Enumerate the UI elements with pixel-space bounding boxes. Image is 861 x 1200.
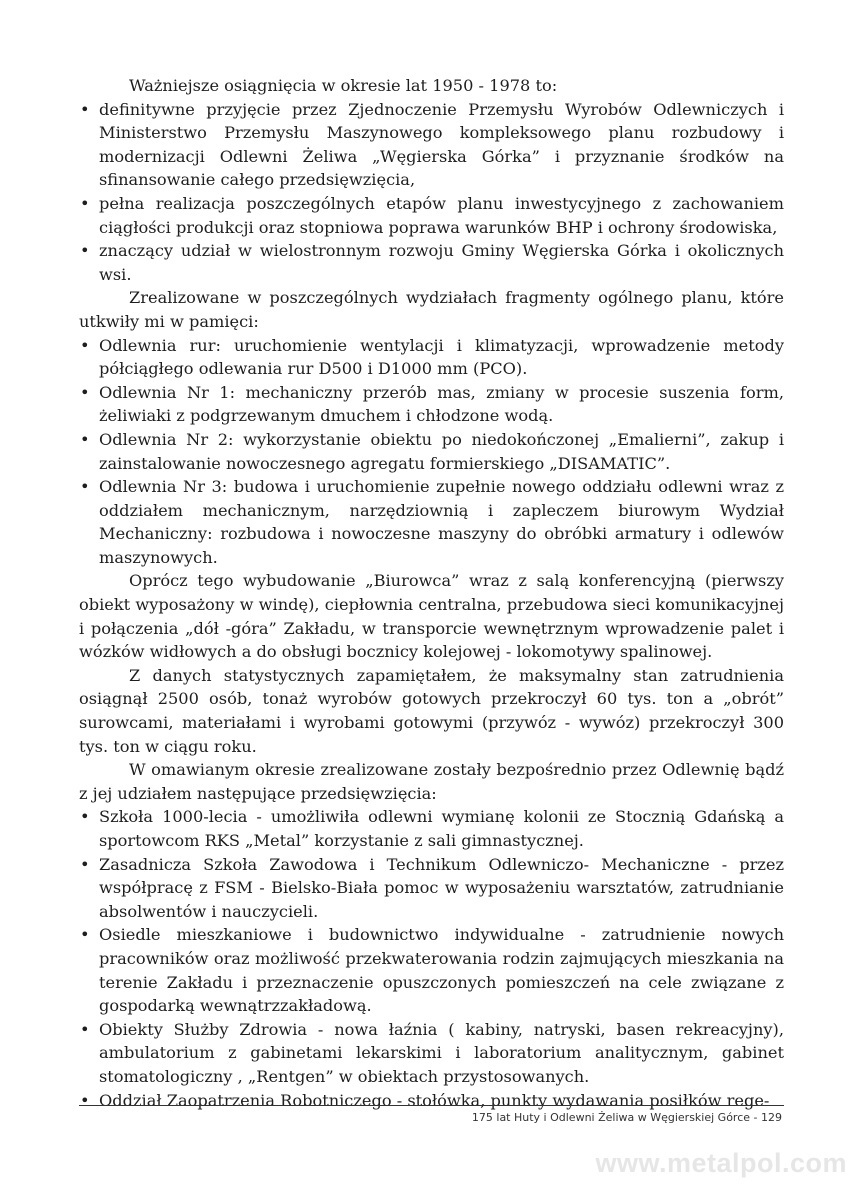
list-item: • Osiedle mieszkaniowe i budownictwo indywidualne - zatrudnienie nowych pracowników oraz możliwość przekwaterowania rodzin zajmujących mieszkania na terenie Zakładu i przeznaczenie opuszczonych pomieszczeń na cele związane z gospodarką wewnątrzzakładową. <box>79 923 784 1017</box>
list-item: • Odlewnia Nr 3: budowa i uruchomienie zupełnie nowego oddziału odlewni wraz z oddziałem mechanicznym, narzędziownią i zapleczem biurowym Wydział Mechaniczny: rozbudowa i nowoczesne maszyny do obróbki armatury i odlewów maszynowych. <box>79 475 784 569</box>
footer-divider <box>79 1105 784 1106</box>
page-body <box>79 74 784 1112</box>
list-item: • definitywne przyjęcie przez Zjednoczenie Przemysłu Wyrobów Odlewniczych i Ministerstwo Przemysłu Maszynowego kompleksowego planu rozbudowy i modernizacji Odlewni Żeliwa „Węgierska Górka” i przyznanie środków na sfinansowanie całego przedsięwzięcia, <box>79 98 784 192</box>
list-item: • Szkoła 1000-lecia - umożliwiła odlewni wymianę kolonii ze Stocznią Gdańską a sportowcom RKS „Metal” korzystanie z sali gimnastycznej. <box>79 805 784 852</box>
list-item: • Odlewnia Nr 1: mechaniczny przerób mas, zmiany w procesie suszenia form, żeliwiaki z podgrzewanym dmuchem i chłodzone wodą. <box>79 381 784 428</box>
list-item: • pełna realizacja poszczególnych etapów planu inwestycyjnego z zachowaniem ciągłości produkcji oraz stopniowa poprawa warunków BHP i ochrony środowiska, <box>79 192 784 239</box>
other-investments-paragraph: Oprócz tego wybudowanie „Biurowca” wraz z salą konferencyjną (pierwszy obiekt wyposażony w windę), ciepłownia centralna, przebudowa sieci komunikacyjnej i połączenia „dół -góra” Zakładu, w transporcie wewnętrznym wprowadzenie palet i wózków widłowych a do obsługi bocznicy kolejowej - lokomotywy spalinowej. <box>79 571 784 662</box>
departments-intro-paragraph: Zrealizowane w poszczególnych wydziałach fragmenty ogólnego planu, które utkwiły mi w pamięci: <box>79 288 784 331</box>
list-item: • Odlewnia Nr 2: wykorzystanie obiektu po niedokończonej „Emalierni”, zakup i zainstalowanie nowoczesnego agregatu formierskiego „DISAMATIC”. <box>79 428 784 475</box>
page-footer: 175 lat Huty i Odlewni Żeliwa w Węgierskiej Górce - 129 <box>471 1111 782 1124</box>
intro-paragraph: Ważniejsze osiągnięcia w okresie lat 1950 - 1978 to: <box>129 76 558 95</box>
list-item: • znaczący udział w wielostronnym rozwoju Gminy Węgierska Górka i okolicznych wsi. <box>79 239 784 286</box>
departments-list <box>79 334 784 570</box>
projects-list <box>79 805 784 1112</box>
list-item: • Odlewnia rur: uruchomienie wentylacji i klimatyzacji, wprowadzenie metody półciągłego odlewania rur D500 i D1000 mm (PCO). <box>79 334 784 381</box>
projects-intro-paragraph: W omawianym okresie zrealizowane zostały bezpośrednio przez Odlewnię bądź z jej udziałem następujące przedsięwzięcia: <box>79 760 784 803</box>
statistics-paragraph: Z danych statystycznych zapamiętałem, że maksymalny stan zatrudnienia osiągnął 2500 osób, tonaż wyrobów gotowych przekroczył 60 tys. ton a „obrót” surowcami, materiałami i wyrobami gotowymi (przywóz - wywóz) przekroczył 300 tys. ton w ciągu roku. <box>79 665 784 756</box>
list-item: • Oddział Zaopatrzenia Robotniczego - stołówka, punkty wydawania posiłków rege- <box>79 1089 784 1113</box>
watermark: www.metalpol.com <box>595 1148 847 1178</box>
achievements-list <box>79 98 784 287</box>
list-item: • Zasadnicza Szkoła Zawodowa i Technikum Odlewniczo- Mechaniczne - przez współpracę z FSM - Bielsko-Biała pomoc w wyposażeniu warsztatów, zatrudnianie absolwentów i nauczycieli. <box>79 853 784 924</box>
list-item: • Obiekty Służby Zdrowia - nowa łaźnia ( kabiny, natryski, basen rekreacyjny), ambulatorium z gabinetami lekarskimi i laboratorium analitycznym, gabinet stomatologiczny , „Rentgen” w obiektach przystosowanych. <box>79 1018 784 1089</box>
